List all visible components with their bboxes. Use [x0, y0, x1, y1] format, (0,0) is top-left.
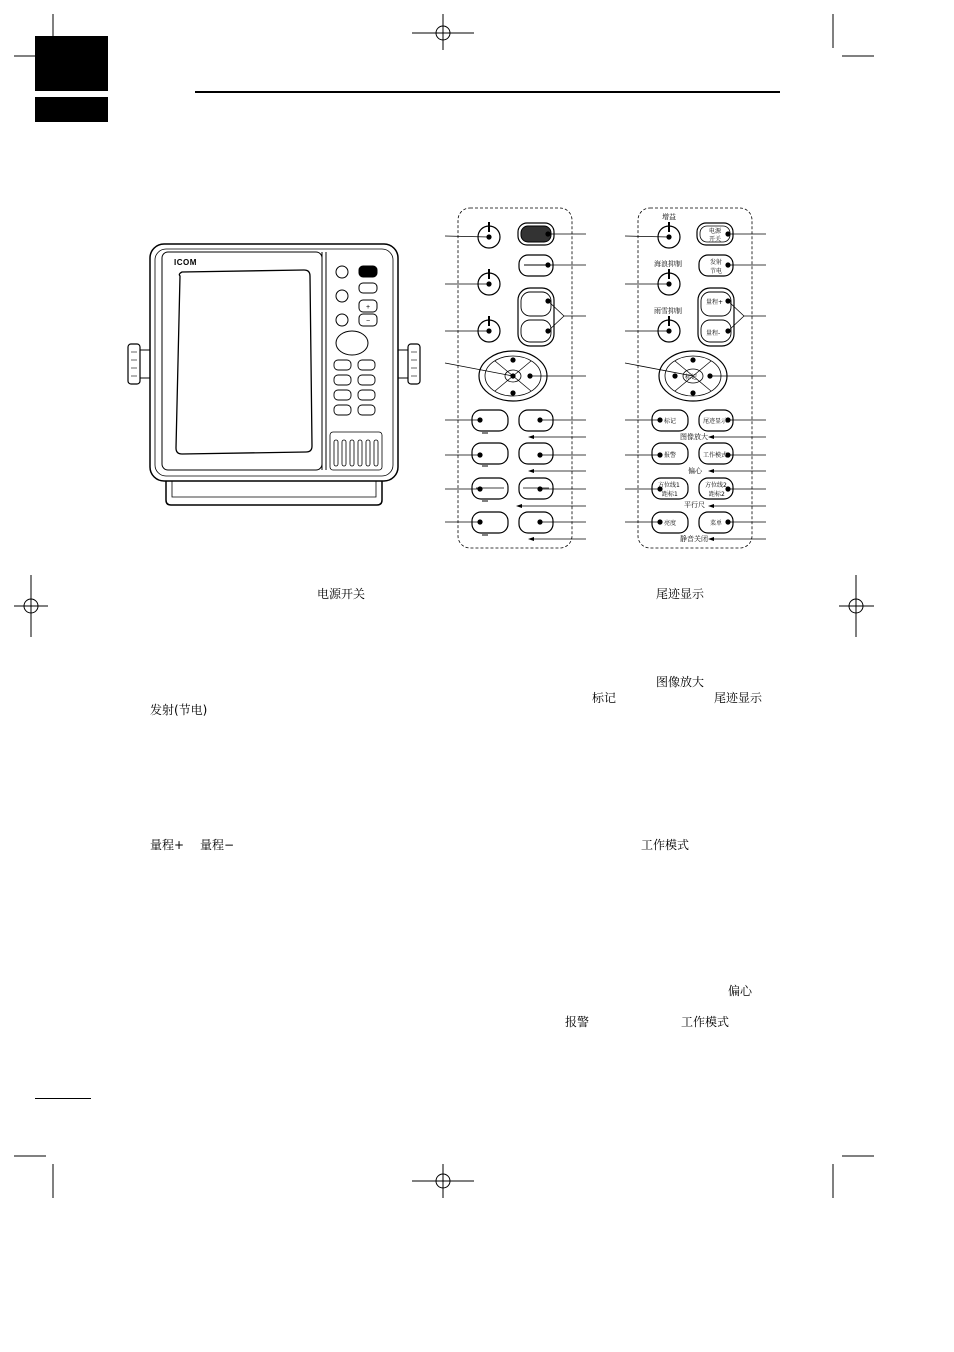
caption-offcenter: 偏心	[728, 984, 753, 998]
label-mark-center: 标记	[685, 374, 698, 381]
label-sea-clutter: 海浪抑制	[654, 260, 682, 268]
label-offcenter: 偏心	[688, 467, 702, 475]
caption-power-switch: 电源开关	[317, 587, 366, 601]
svg-text:+: +	[365, 304, 371, 311]
label-ebl2: 方位线2	[705, 482, 727, 489]
label-mute: 静音关闭	[680, 535, 708, 543]
label-alarm: 报警	[664, 452, 677, 459]
brand-logo: ICOM	[174, 258, 197, 267]
caption-range-minus: 量程−	[200, 838, 235, 852]
caption-work-mode: 工作模式	[641, 838, 690, 852]
label-menu: 菜单	[710, 520, 723, 527]
caption-range-plus: 量程+	[150, 838, 185, 852]
caption-alarm: 报警	[565, 1015, 590, 1029]
label-power-1: 电源	[709, 228, 722, 235]
label-tx-1: 发射	[710, 259, 723, 266]
label-mark: 标记	[664, 418, 677, 425]
label-vrm1: 距标1	[662, 491, 678, 498]
label-power-2: 开关	[709, 236, 722, 243]
label-tx-2: 节电	[710, 268, 723, 275]
label-range-plus: 量程+	[706, 299, 724, 306]
caption-image-zoom: 图像放大	[656, 675, 705, 689]
label-ebl1: 方位线1	[658, 482, 680, 489]
label-range-minus: 量程-	[706, 330, 721, 337]
caption-trail-display-2: 尾迹显示	[714, 691, 763, 705]
label-gain: 增益	[662, 213, 676, 221]
caption-transmit-standby: 发射(节电)	[150, 703, 208, 717]
label-parallel: 平行尺	[684, 501, 705, 509]
label-vrm2: 距标2	[709, 491, 725, 498]
label-bright: 亮度	[664, 520, 677, 527]
svg-text:−: −	[365, 318, 371, 325]
label-trail: 尾迹显示	[703, 418, 728, 425]
label-zoom: 图像放大	[680, 433, 708, 441]
caption-trail-display: 尾迹显示	[656, 587, 705, 601]
label-mode: 工作模式	[703, 452, 728, 459]
label-rain-clutter: 雨雪抑制	[654, 307, 682, 315]
caption-mark: 标记	[592, 691, 617, 705]
caption-work-mode-2: 工作模式	[681, 1015, 730, 1029]
